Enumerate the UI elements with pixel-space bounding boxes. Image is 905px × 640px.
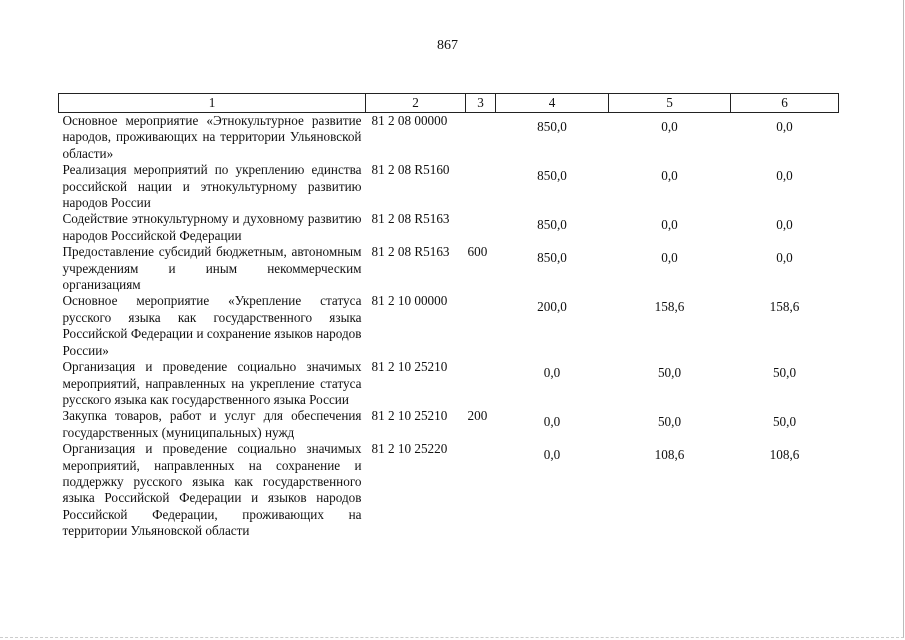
amount-col5: 108,6 <box>654 447 685 463</box>
amount-col5: 50,0 <box>657 414 682 430</box>
item-code: 81 2 10 00000 <box>371 293 448 309</box>
item-code: 81 2 10 25210 <box>371 359 448 375</box>
amount-col4: 850,0 <box>537 217 567 233</box>
amount-col6: 0,0 <box>776 217 793 233</box>
item-code: 81 2 10 25220 <box>371 441 448 457</box>
amount-col6: 50,0 <box>772 414 797 430</box>
item-code: 81 2 08 R5163 <box>371 244 450 260</box>
table-row <box>59 162 839 211</box>
amount-col6: 158,6 <box>769 299 800 315</box>
column-header: 2 <box>366 94 466 113</box>
item-code: 81 2 10 25210 <box>371 408 448 424</box>
amount-col6: 0,0 <box>776 250 793 266</box>
amount-col4: 850,0 <box>537 250 567 266</box>
budget-table <box>58 93 839 540</box>
table-row <box>59 293 839 359</box>
column-header: 4 <box>496 94 609 113</box>
item-name: Организация и проведение социально значимых мероприятий, направленных на сохранение и поддержку русского языка как государственного языка Российской Федерации и языков народов Российской Федерации, проживающих на территории Ульяновской области <box>62 441 362 539</box>
page-number: 867 <box>437 38 458 53</box>
item-code: 81 2 08 R5163 <box>371 211 450 227</box>
item-expense-type <box>466 162 496 211</box>
item-expense-type <box>466 441 496 539</box>
item-code: 81 2 08 00000 <box>371 113 448 128</box>
amount-col6: 0,0 <box>776 119 793 134</box>
item-name: Основное мероприятие «Этнокультурное развитие народов, проживающих на территории Ульяновской области» <box>62 113 362 161</box>
item-name: Основное мероприятие «Укрепление статуса русского языка как государственного языка Российской Федерации и сохранение языков народов России» <box>62 293 362 358</box>
table-row <box>59 211 839 244</box>
amount-col4: 0,0 <box>543 365 561 381</box>
item-expense-type: 600 <box>467 244 488 260</box>
item-expense-type <box>466 113 496 163</box>
table-row <box>59 113 839 163</box>
item-expense-type: 200 <box>467 408 488 424</box>
table-row <box>59 408 839 441</box>
amount-col4: 0,0 <box>543 447 561 463</box>
amount-col5: 0,0 <box>661 168 678 184</box>
item-expense-type <box>466 293 496 359</box>
table-row <box>59 359 839 408</box>
item-code: 81 2 08 R5160 <box>371 162 450 178</box>
item-name: Реализация мероприятий по укреплению единства российской нации и этнокультурному развитию народов России <box>62 162 362 211</box>
amount-col4: 850,0 <box>537 119 567 134</box>
amount-col5: 0,0 <box>661 217 678 233</box>
column-header: 1 <box>59 94 366 113</box>
amount-col5: 0,0 <box>661 119 678 134</box>
table-row <box>59 441 839 539</box>
amount-col5: 158,6 <box>654 299 685 315</box>
amount-col4: 200,0 <box>537 299 567 315</box>
amount-col4: 850,0 <box>537 168 567 184</box>
column-header: 6 <box>731 94 839 113</box>
item-name: Закупка товаров, работ и услуг для обеспечения государственных (муниципальных) нужд <box>62 408 362 440</box>
amount-col6: 50,0 <box>772 365 797 381</box>
item-name: Содействие этнокультурному и духовному развитию народов Российской Федерации <box>62 211 362 243</box>
column-header: 5 <box>609 94 731 113</box>
amount-col6: 108,6 <box>769 447 800 463</box>
amount-col6: 0,0 <box>776 168 793 184</box>
item-expense-type <box>466 211 496 244</box>
table-row <box>59 244 839 293</box>
amount-col5: 0,0 <box>661 250 678 266</box>
column-header: 3 <box>466 94 496 113</box>
item-name: Организация и проведение социально значимых мероприятий, направленных на укрепление статуса русского языка как государственного языка России <box>62 359 362 407</box>
amount-col4: 0,0 <box>543 414 561 430</box>
amount-col5: 50,0 <box>657 365 682 381</box>
table-header-row <box>59 94 839 113</box>
item-expense-type <box>466 359 496 408</box>
item-name: Предоставление субсидий бюджетным, автономным учреждениям и иным некоммерческим организациям <box>62 244 362 293</box>
